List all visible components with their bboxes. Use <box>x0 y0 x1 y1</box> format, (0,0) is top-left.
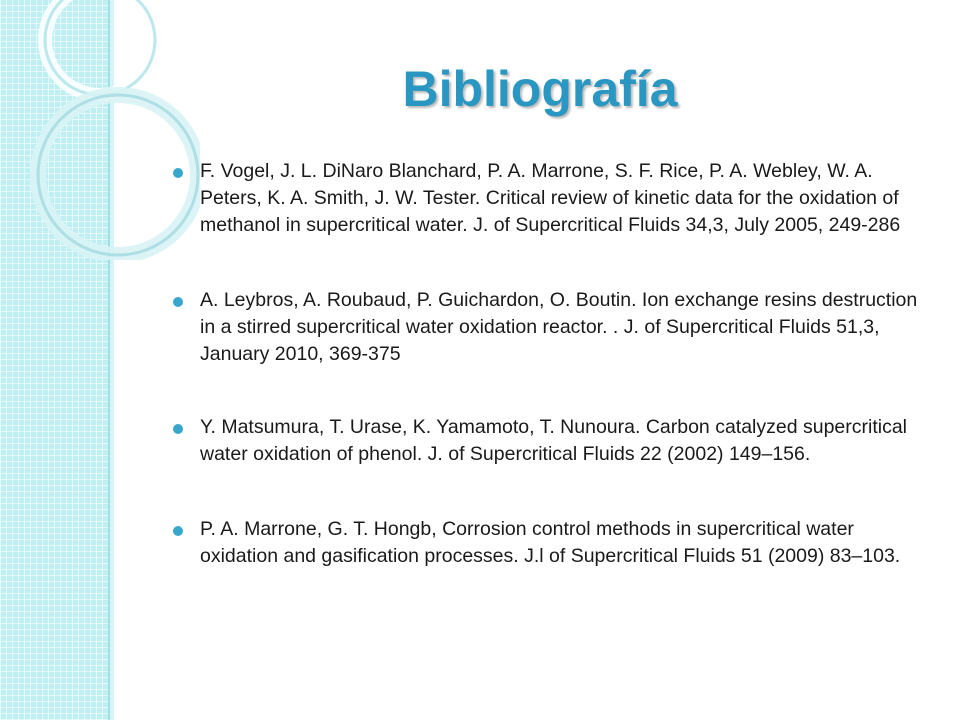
bullet-icon <box>173 168 183 178</box>
reference-text: Y. Matsumura, T. Urase, K. Yamamoto, T. Nunoura. Carbon catalyzed supercritical water oxidation of phenol. J. of Supercritical Fluids 22 (2002) 149–156. <box>200 416 908 465</box>
reference-list <box>170 158 930 618</box>
bullet-icon <box>173 424 183 434</box>
reference-item <box>170 287 930 368</box>
reference-item <box>170 414 930 468</box>
reference-item <box>170 516 930 570</box>
bullet-icon <box>173 526 183 536</box>
bullet-icon <box>173 297 183 307</box>
reference-item <box>170 158 930 239</box>
slide-title: Bibliografía <box>402 61 678 117</box>
reference-text: A. Leybros, A. Roubaud, P. Guichardon, O. Boutin. Ion exchange resins destruction in a stirred supercritical water oxidation reactor. . J. of Supercritical Fluids 51,3, January 2010, 369-375 <box>200 289 918 365</box>
reference-text: P. A. Marrone, G. T. Hongb, Corrosion control methods in supercritical water oxidation and gasification processes. J.l of Supercritical Fluids 51 (2009) 83–103. <box>200 518 901 567</box>
reference-text: F. Vogel, J. L. DiNaro Blanchard, P. A. Marrone, S. F. Rice, P. A. Webley, W. A. Peters, K. A. Smith, J. W. Tester. Critical review of kinetic data for the oxidation of methanol in supercritical water. J. of Supercritical Fluids 34,3, July 2005, 249-286 <box>200 160 901 236</box>
